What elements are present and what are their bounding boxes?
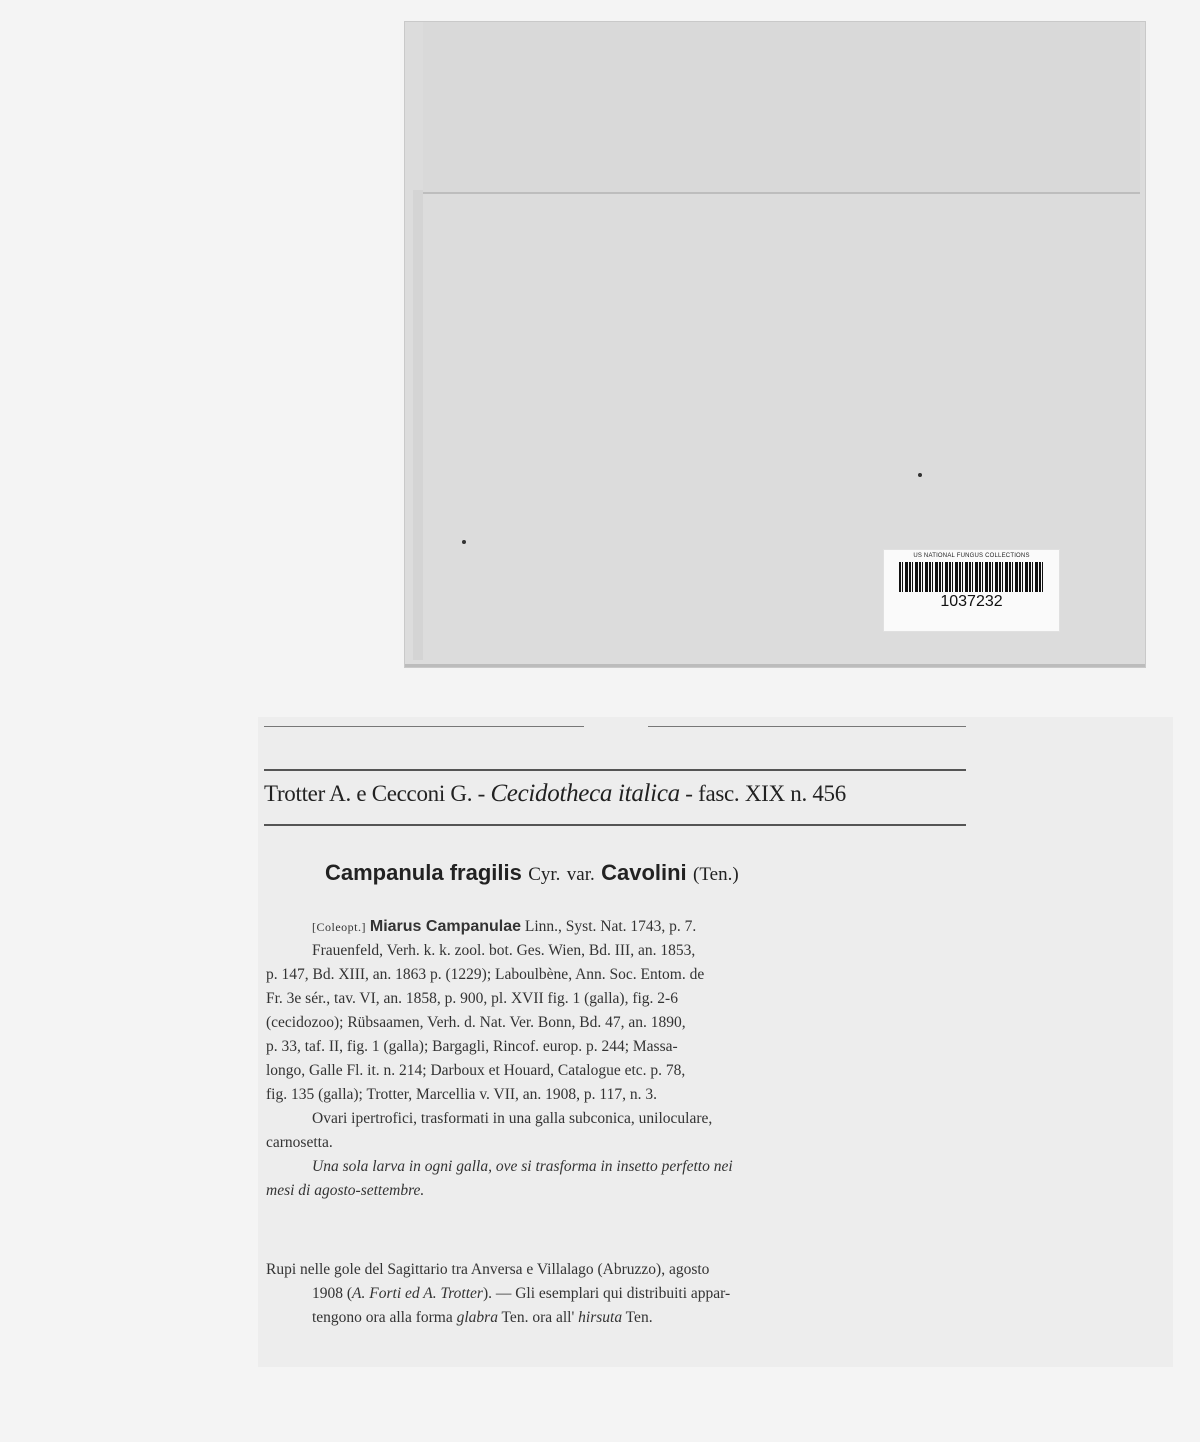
specimen-packet [405,22,1145,667]
packet-edge [405,664,1145,667]
body-line: Fr. 3e sér., tav. VI, an. 1858, p. 900, pl. XVII fig. 1 (galla), fig. 2-6 [266,990,678,1007]
body-line: Una sola larva in ogni galla, ove si trasforma in insetto perfetto nei [312,1158,733,1175]
separator: - [472,781,491,806]
locality-line [266,1282,978,1306]
label-body [266,915,978,1203]
body-line: p. 147, Bd. XIII, an. 1863 p. (1229); Laboulbène, Ann. Soc. Entom. de [266,966,705,983]
body-line: Frauenfeld, Verh. k. k. zool. bot. Ges. Wien, Bd. III, an. 1853, [312,942,696,959]
body-line: mesi di agosto-settembre. [266,1182,425,1199]
body-line: longo, Galle Fl. it. n. 214; Darboux et Houard, Catalogue etc. p. 78, [266,1062,686,1079]
divider [264,824,966,826]
form-hirsuta: hirsuta [578,1309,623,1326]
fascicle-number: fasc. XIX n. 456 [698,781,846,806]
form-glabra: glabra [456,1309,498,1326]
barcode-icon [899,562,1044,592]
order-tag: [Coleopt.] [312,920,366,934]
body-line: (cecidozoo); Rübsaamen, Verh. d. Nat. Ver. Bonn, Bd. 47, an. 1890, [266,1014,686,1031]
species-name [325,860,945,886]
text: Ten. ora all' [497,1309,579,1326]
series-title: Cecidotheca italica [490,780,680,807]
label-authors: Trotter A. e Cecconi G. [264,781,473,806]
packet-flap [423,22,1140,194]
speck [462,540,466,544]
separator: - [679,781,699,806]
locality-line [266,1306,978,1330]
label-header [264,780,969,808]
divider [648,726,966,727]
divider [264,726,584,727]
text: ). — Gli esemplari qui distribuiti appar- [482,1285,731,1302]
locality [266,1258,978,1330]
text: 1908 ( [312,1285,353,1302]
body-line: Ovari ipertrofici, trasformati in una galla subconica, uniloculare, [312,1110,713,1127]
body-line: fig. 135 (galla); Trotter, Marcellia v. VII, an. 1908, p. 117, n. 3. [266,1086,657,1103]
variety-name: Cavolini [601,860,687,885]
barcode-label [883,549,1060,632]
collectors: A. Forti ed A. Trotter [352,1285,483,1302]
citation: Linn., Syst. Nat. 1743, p. 7. [524,918,697,935]
genus-species: Campanula fragilis [325,860,522,885]
body-line [266,915,978,939]
barcode-number: 1037232 [940,593,1003,610]
barcode-header: US NATIONAL FUNGUS COLLECTIONS [913,553,1030,559]
locality-line: Rupi nelle gole del Sagittario tra Anversa e Villalago (Abruzzo), agosto [266,1261,710,1278]
body-line: carnosetta. [266,1134,333,1151]
variety-author: (Ten.) [693,864,739,885]
speck [918,473,922,477]
species-author: Cyr. [528,864,561,885]
body-line: p. 33, taf. II, fig. 1 (galla); Bargagli, Rincof. europ. p. 244; Massa- [266,1038,678,1055]
packet-fold [413,190,423,660]
divider [264,769,966,771]
text: tengono ora alla forma [312,1309,457,1326]
text: Ten. [622,1309,653,1326]
var-word: var. [566,864,595,885]
gall-maker: Miarus Campanulae [369,918,522,935]
